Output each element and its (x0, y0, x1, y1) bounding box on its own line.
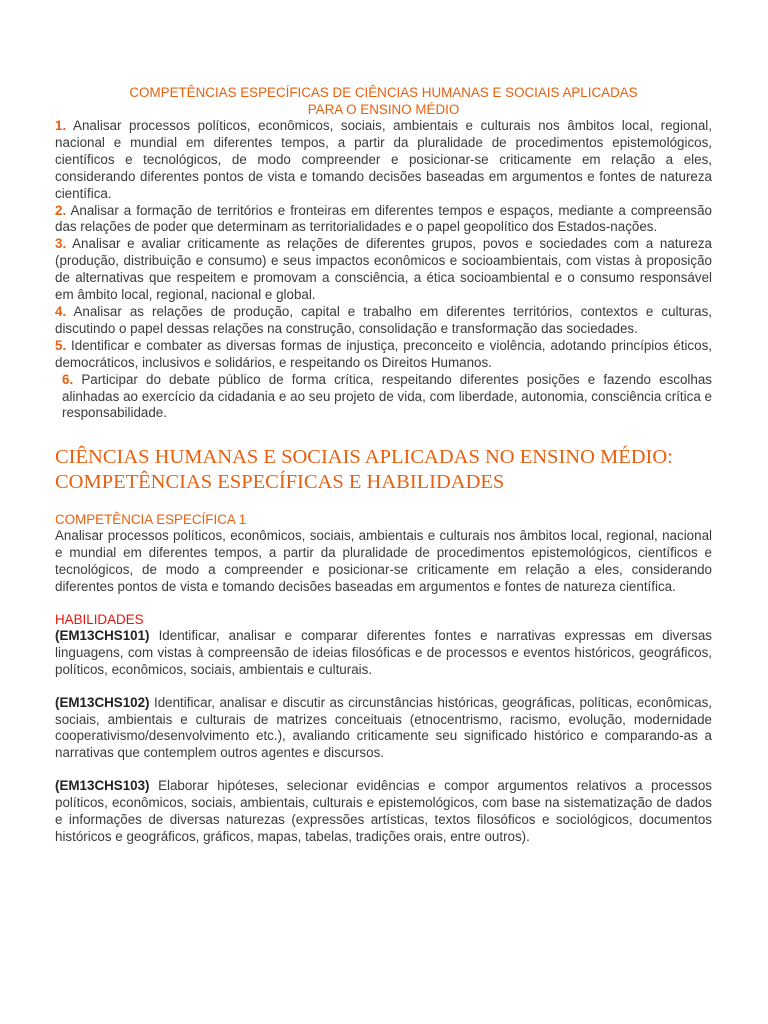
habilidade-text: Identificar, analisar e comparar diferentes fontes e narrativas expressas em diversas linguagens, com vistas à compreensão de ideias filosóficas e de processos e eventos históricos, geográficos, políticos, econômicos, sociais, ambientais e culturais. (55, 627, 712, 677)
competencia-text: Analisar e avaliar criticamente as relações de diferentes grupos, povos e sociedades com a natureza (produção, distribuição e consumo) e seus impactos econômicos e socioambientais, com vistas à proposição de alternativas que respeitem e promovam a consciência, a ética socioambiental e o consumo responsável em âmbito local, regional, nacional e global. (55, 236, 712, 303)
competencia-especifica-text: Analisar processos políticos, econômicos, sociais, ambientais e culturais nos âmbitos local, regional, nacional e mundial em diferentes tempos, a partir da pluralidade de procedimentos epistemológicos, científicos e tecnológicos, de modo a compreender e posicionar-se criticamente em relação a eles, considerando diferentes pontos de vista e tomando decisões baseadas em argumentos e fontes de natureza científica. (55, 528, 712, 595)
competencia-text: Participar do debate público de forma crítica, respeitando diferentes posições e fazendo escolhas alinhadas ao exercício da cidadania e ao seu projeto de vida, com liberdade, autonomia, consciência crítica e responsabilidade. (62, 371, 712, 421)
header-line-1: COMPETÊNCIAS ESPECÍFICAS DE CIÊNCIAS HUMANAS E SOCIAIS APLICADAS (129, 85, 638, 100)
competencia-number: 6. (62, 371, 74, 387)
competencia-especifica-heading: COMPETÊNCIA ESPECÍFICA 1 (55, 512, 247, 528)
competencia-item (55, 203, 712, 237)
competencia-text: Analisar as relações de produção, capital e trabalho em diferentes territórios, contextos e culturas, discutindo o papel dessas relações na construção, consolidação e transformação das sociedades. (55, 303, 712, 336)
header-line-2: PARA O ENSINO MÉDIO (307, 102, 460, 117)
competencias-header (55, 84, 712, 118)
habilidade-text: Identificar, analisar e discutir as circunstâncias históricas, geográficas, políticas, econômicas, sociais, ambientais e culturais de matrizes conceituais (etnocentrismo, racismo, evolução, modernidade cooperativismo/desenvolvimento etc.), avaliando criticamente seu significado histórico e comparando-as a narrativas que contemplem outros agentes e discursos. (55, 694, 712, 761)
section-title: CIÊNCIAS HUMANAS E SOCIAIS APLICADAS NO ENSINO MÉDIO: COMPETÊNCIAS ESPECÍFICAS E HABILIDADES (55, 446, 673, 494)
competencia-item (55, 236, 712, 304)
competencia-number: 2. (55, 202, 67, 218)
competencia-item (55, 118, 712, 203)
document-page (55, 84, 712, 846)
competencia-number: 5. (55, 337, 67, 353)
competencia-number: 1. (55, 118, 67, 133)
competencia-item (55, 304, 712, 338)
habilidade-code: (EM13CHS101) (55, 627, 150, 643)
habilidade-item (55, 695, 712, 763)
competencia-item (55, 338, 712, 372)
habilidades-heading: HABILIDADES (55, 611, 144, 627)
competencia-number: 3. (55, 236, 67, 252)
habilidade-text: Elaborar hipóteses, selecionar evidências e compor argumentos relativos a processos políticos, econômicos, sociais, ambientais, culturais e epistemológicos, com base na sistematização de dados e informações de diversas naturezas (expressões artísticas, textos filosóficos e sociológicos, documentos históricos e geográficos, gráficos, mapas, tabelas, tradições orais, entre outros). (55, 778, 712, 844)
competencia-item (55, 372, 712, 423)
competencia-text: Identificar e combater as diversas formas de injustiça, preconceito e violência, adotando princípios éticos, democráticos, inclusivos e solidários, e respeitando os Direitos Humanos. (55, 337, 712, 370)
habilidade-item (55, 778, 712, 846)
habilidade-code: (EM13CHS102) (55, 694, 150, 710)
competencia-number: 4. (55, 303, 67, 319)
habilidade-code: (EM13CHS103) (55, 778, 150, 794)
habilidade-item (55, 628, 712, 679)
competencia-text: Analisar a formação de territórios e fronteiras em diferentes tempos e espaços, mediante a compreensão das relações de poder que determinam as territorialidades e o papel geopolítico dos Estados-nações. (55, 202, 712, 235)
competencia-text: Analisar processos políticos, econômicos, sociais, ambientais e culturais nos âmbitos local, regional, nacional e mundial em diferentes tempos, a partir da pluralidade de procedimentos epistemológicos, científicos e tecnológicos, de modo compreender e posicionar-se criticamente em relação a eles, considerando diferentes pontos de vista e tomando decisões baseadas em argumentos e fontes de natureza científica. (55, 118, 712, 201)
competencias-list (55, 118, 712, 422)
